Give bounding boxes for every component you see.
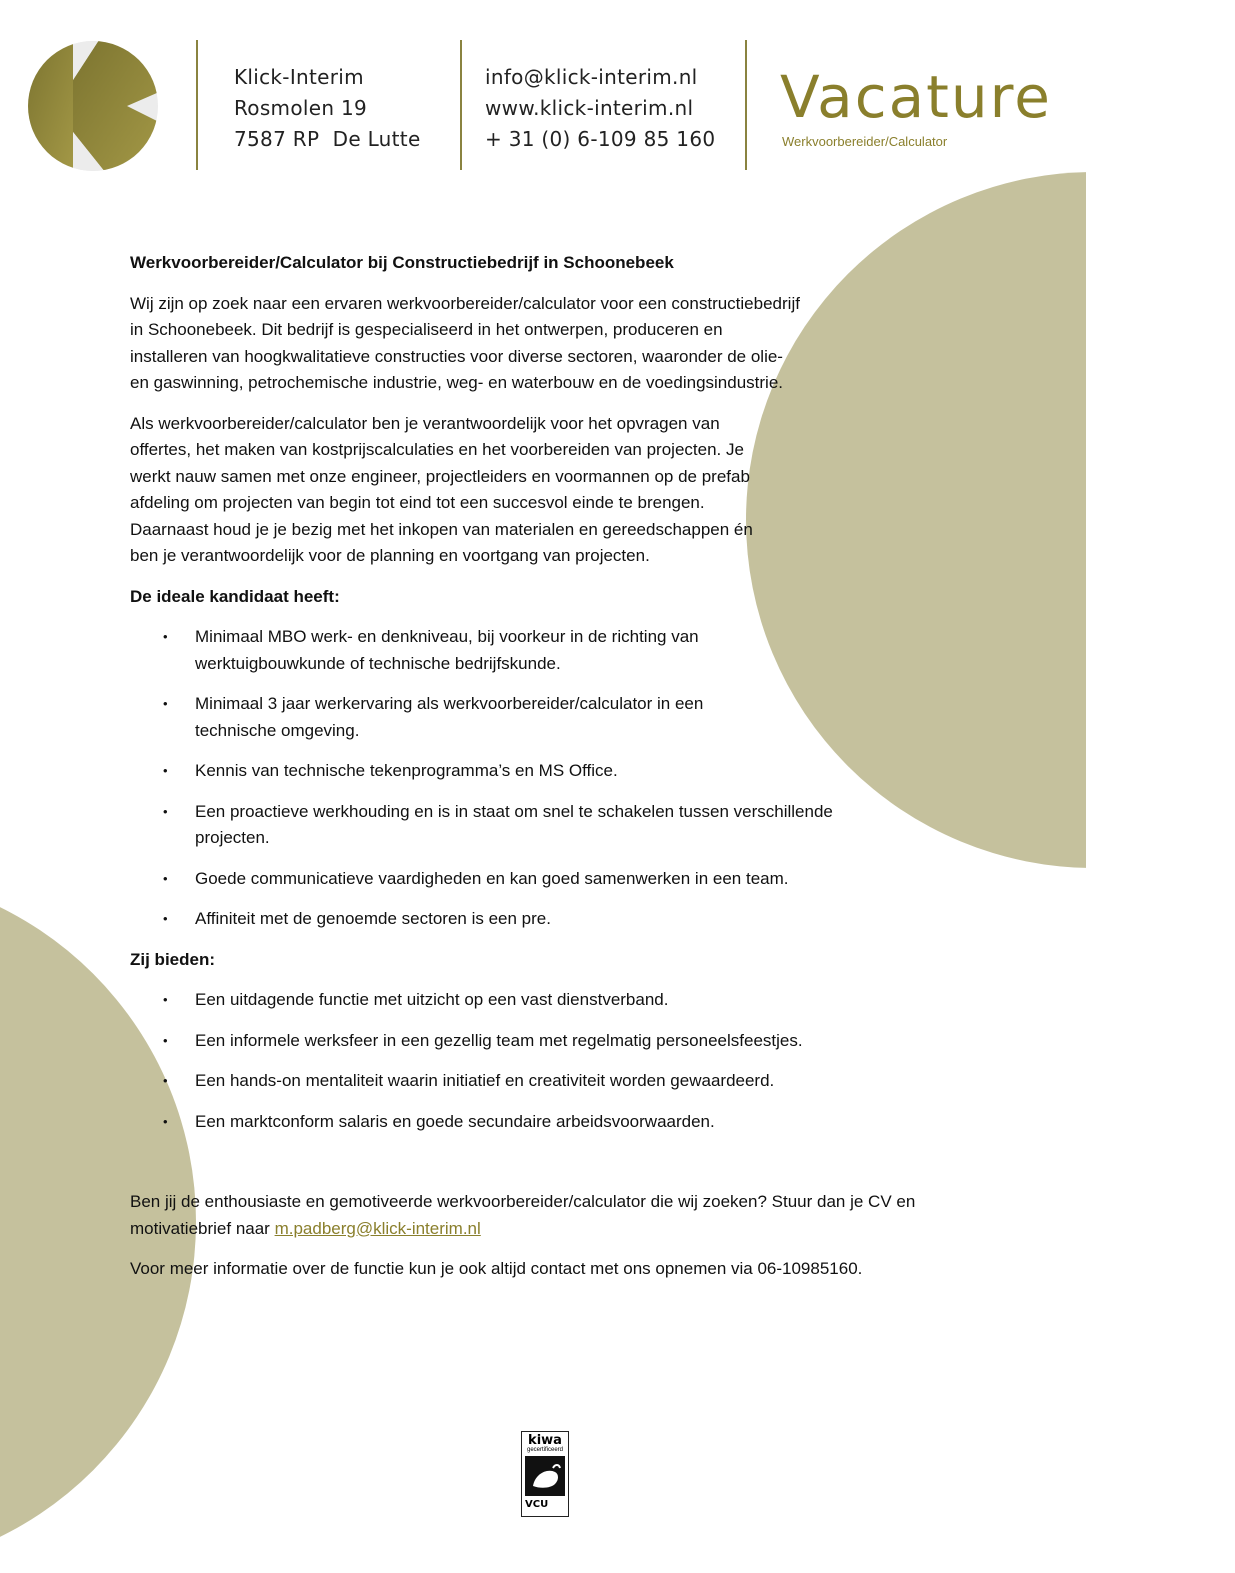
cta-text: Ben jij de enthousiaste en gemotiveerde werkvoorbereider/calculator die wij zoeken? Stuur dan je CV en motivatiebrief naar — [130, 1192, 916, 1238]
company-phone: + 31 (0) 6-109 85 160 — [485, 127, 716, 151]
job-content — [130, 250, 990, 1297]
company-street: Rosmolen 19 — [234, 96, 368, 120]
offer-heading: Zij bieden: — [130, 949, 215, 969]
company-name: Klick-Interim — [234, 65, 364, 89]
job-role: Als werkvoorbereider/calculator ben je verantwoordelijk voor het opvragen van offertes, het maken van kostprijscalculaties en het voorbereiden van projecten. Je werkt nauw samen met onze engineer, projectleiders en voormannen op de prefab afdeling om projecten van begin tot eind tot een succesvol einde te brengen. Daarnaast houd je je bezig met het inkopen van materialen en gereedschappen én ben je verantwoordelijk voor de planning en voortgang van projecten. — [130, 413, 753, 565]
job-intro: Wij zijn op zoek naar een ervaren werkvoorbereider/calculator voor een constructiebedrijf in Schoonebeek. Dit bedrijf is gespecialiseerd in het ontwerpen, produceren en installeren van hoogkwalitatieve constructies voor diverse sectoren, waaronder de olie- en gaswinning, petrochemische industrie, weg- en waterbouw en de voedingsindustrie. — [130, 293, 800, 392]
header-divider — [196, 40, 198, 170]
company-city: 7587 RP De Lutte — [234, 127, 421, 151]
kiwa-label: gecertificeerd — [526, 1447, 564, 1453]
list-item: • Een marktconform salaris en goede secundaire arbeidsvoorwaarden. — [130, 1109, 990, 1136]
list-item: • Een proactieve werkhouding en is in staat om snel te schakelen tussen verschillende projecten. — [130, 799, 885, 852]
kiwa-scheme: VCU — [525, 1499, 549, 1510]
company-contact — [485, 62, 715, 155]
candidate-list — [130, 624, 990, 933]
list-item: • Een uitdagende functie met uitzicht op een vast dienstverband. — [130, 987, 990, 1014]
page-title: Vacature — [780, 63, 1052, 131]
kiwa-certification-badge — [521, 1431, 569, 1517]
candidate-heading: De ideale kandidaat heeft: — [130, 586, 340, 606]
kiwa-logo-text: kiwa — [528, 1433, 562, 1448]
list-item: • Affiniteit met de genoemde sectoren is een pre. — [130, 906, 990, 933]
apply-email-link[interactable]: m.padberg@klick-interim.nl — [274, 1218, 481, 1238]
list-item: • Een hands-on mentaliteit waarin initiatief en creativiteit worden gewaardeerd. — [130, 1068, 990, 1095]
header-divider — [460, 40, 462, 170]
call-to-action — [130, 1189, 970, 1242]
list-item: • Kennis van technische tekenprogramma’s en MS Office. — [130, 758, 990, 785]
list-item: • Minimaal MBO werk- en denkniveau, bij voorkeur in de richting van werktuigbouwkunde of technische bedrijfskunde. — [130, 624, 760, 677]
job-heading: Werkvoorbereider/Calculator bij Constructiebedrijf in Schoonebeek — [130, 253, 674, 272]
company-address — [234, 62, 421, 155]
list-item: • Goede communicatieve vaardigheden en kan goed samenwerken in een team. — [130, 866, 990, 893]
header-divider — [745, 40, 747, 170]
k-logo-icon — [27, 40, 159, 172]
offer-list — [130, 987, 990, 1135]
company-website[interactable]: www.klick-interim.nl — [485, 96, 694, 120]
page-subtitle: Werkvoorbereider/Calculator — [782, 134, 948, 149]
company-email[interactable]: info@klick-interim.nl — [485, 65, 698, 89]
beaver-icon — [525, 1456, 565, 1496]
list-item: • Minimaal 3 jaar werkervaring als werkvoorbereider/calculator in een technische omgeving. — [130, 691, 760, 744]
contact-info: Voor meer informatie over de functie kun je ook altijd contact met ons opnemen via 06-10985160. — [130, 1259, 863, 1278]
list-item: • Een informele werksfeer in een gezellig team met regelmatig personeelsfeestjes. — [130, 1028, 990, 1055]
